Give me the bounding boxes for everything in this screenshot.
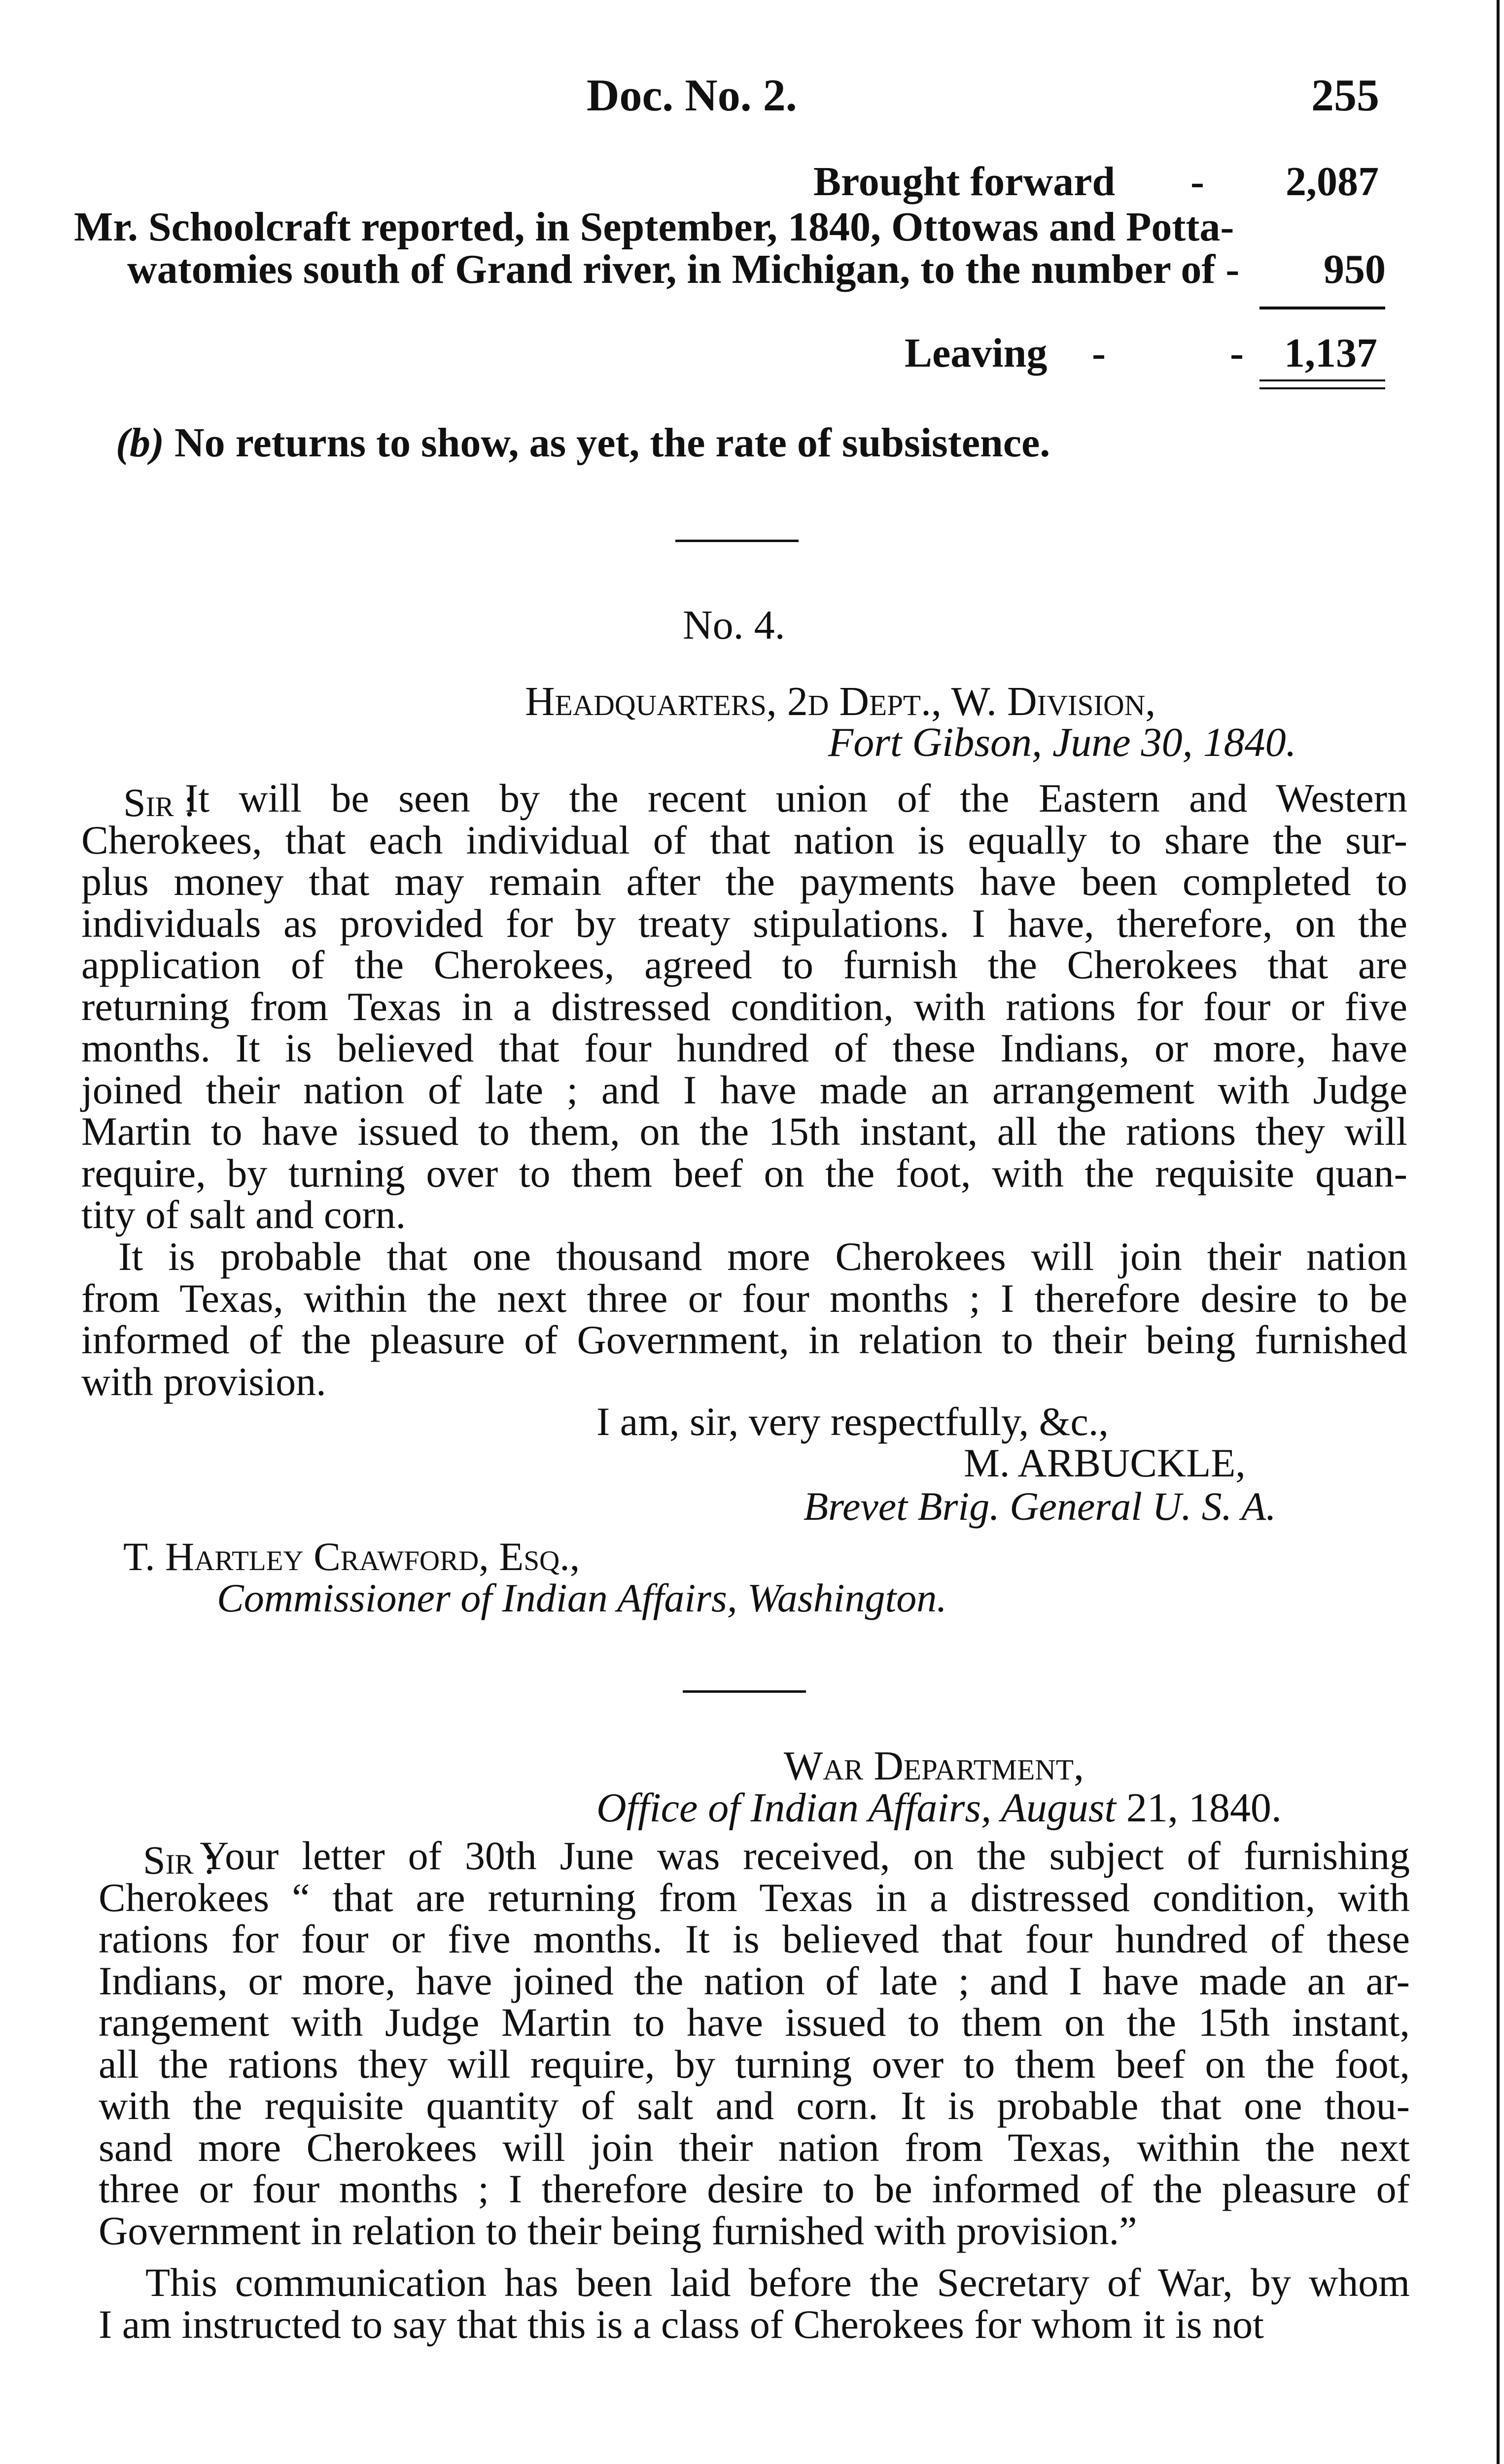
text-line: Indians, or more, have joined the nation of late ; and I have made an ar- (99, 1958, 1410, 2003)
letter1-dateline-2: Fort Gibson, June 30, 1840. (828, 719, 1296, 765)
leaving-value: 1,137 (1284, 330, 1377, 376)
text-line: from Texas, within the next three or four months ; I therefore desire to be (81, 1275, 1407, 1321)
page-number: 255 (1311, 70, 1379, 120)
letter1-addressee-name: T. Hartley Crawford, Esq., (123, 1534, 580, 1579)
letter1-addressee-title: Commissioner of Indian Affairs, Washington. (217, 1575, 947, 1620)
letter2-dateline-date: 21, 1840. (1126, 1785, 1282, 1831)
report-line-1: Mr. Schoolcraft reported, in September, 1840, Ottowas and Potta- (74, 204, 1234, 250)
text-line: all the rations they will require, by turning over to them beef on the foot, (99, 2041, 1410, 2087)
text-line: It will be seen by the recent union of the Eastern and Western (185, 776, 1407, 821)
text-line: months. It is believed that four hundred of these Indians, or more, have (81, 1026, 1407, 1070)
text-line: sand more Cherokees will join their nation from Texas, within the next (99, 2124, 1410, 2170)
brought-forward-dash: - (1190, 159, 1204, 205)
letter1-paragraph-1 (81, 778, 1407, 1236)
letter1-signer: M. ARBUCKLE, (964, 1440, 1246, 1485)
text-line: informed of the pleasure of Government, in relation to their being furnished (81, 1317, 1407, 1362)
letter1-closing: I am, sir, very respectfully, &c., (596, 1399, 1109, 1444)
report-value: 950 (1324, 246, 1386, 292)
letter-number: No. 4. (683, 602, 785, 648)
text-line: Martin to have issued to them, on the 15th instant, all the rations they will (81, 1109, 1407, 1154)
text-line: Cherokees “ that are returning from Texas in a distressed condition, with (99, 1875, 1410, 1920)
letter1-signer-title: Brevet Brig. General U. S. A. (804, 1484, 1276, 1529)
text-line: with the requisite quantity of salt and corn. It is probable that one thou- (99, 2083, 1410, 2128)
brought-forward-value: 2,087 (1286, 159, 1379, 205)
text-line: Your letter of 30th June was received, on the subject of furnishing (200, 1833, 1410, 1878)
brought-forward-label: Brought forward (813, 159, 1116, 205)
letter1-paragraph-2 (81, 1236, 1407, 1403)
letter2-paragraph-1 (99, 1835, 1410, 2252)
letter2-salutation: Sir : (143, 1838, 215, 1882)
text-line: rangement with Judge Martin to have issued to them on the 15th instant, (99, 2000, 1410, 2045)
letter1-dateline-1: Headquarters, 2d Dept., W. Division, (525, 679, 1156, 724)
text-line: I am instructed to say that this is a class of Cherokees for whom it is not (99, 2301, 1264, 2347)
leaving-dash-2: - (1230, 330, 1244, 376)
text-line: individuals as provided for by treaty stipulations. I have, therefore, on the (81, 900, 1407, 946)
total-rule-bottom (1259, 387, 1385, 389)
text-line: rations for four or five months. It is believed that four hundred of these (99, 1916, 1410, 1961)
section-divider-2 (683, 1690, 806, 1693)
letter2-paragraph-2 (99, 2262, 1410, 2345)
section-divider-1 (675, 540, 799, 542)
sum-rule (1259, 307, 1385, 309)
text-line: returning from Texas in a distressed condition, with rations for four or five (81, 984, 1407, 1029)
text-line: joined their nation of late ; and I have made an arrangement with Judge (81, 1067, 1407, 1112)
letter2-dateline-office: Office of Indian Affairs, August (596, 1785, 1116, 1831)
page-edge (1497, 0, 1500, 2464)
text-line: It is probable that one thousand more Cherokees will join their nation (118, 1234, 1407, 1279)
text-line: require, by turning over to them beef on the foot, with the requisite quan- (81, 1150, 1407, 1196)
letter2-dateline-2 (596, 1784, 1282, 1832)
doc-title: Doc. No. 2. (587, 70, 797, 120)
note-b (116, 419, 1050, 467)
text-line: tity of salt and corn. (81, 1192, 406, 1237)
leaving-dash-1: - (1092, 330, 1106, 376)
text-line: application of the Cherokees, agreed to furnish the Cherokees that are (81, 942, 1407, 987)
text-line: with provision. (81, 1359, 326, 1404)
total-rule-top (1259, 379, 1385, 381)
text-line: three or four months ; I therefore desire to be informed of the pleasure of (99, 2166, 1410, 2211)
note-b-marker: (b) (116, 420, 164, 466)
leaving-label: Leaving (905, 330, 1048, 376)
text-line: Cherokees, that each individual of that nation is equally to share the sur- (81, 817, 1407, 862)
text-line: This communication has been laid before the Secretary of War, by whom (145, 2260, 1410, 2305)
letter1-salutation: Sir : (123, 780, 195, 825)
text-line: Government in relation to their being furnished with provision.” (99, 2208, 1137, 2253)
note-b-text: No returns to show, as yet, the rate of subsistence. (174, 420, 1050, 466)
letter2-dateline-1: War Department, (784, 1743, 1084, 1789)
text-line: plus money that may remain after the payments have been completed to (81, 859, 1407, 904)
report-line-2: watomies south of Grand river, in Michigan, to the number of - (127, 246, 1240, 292)
